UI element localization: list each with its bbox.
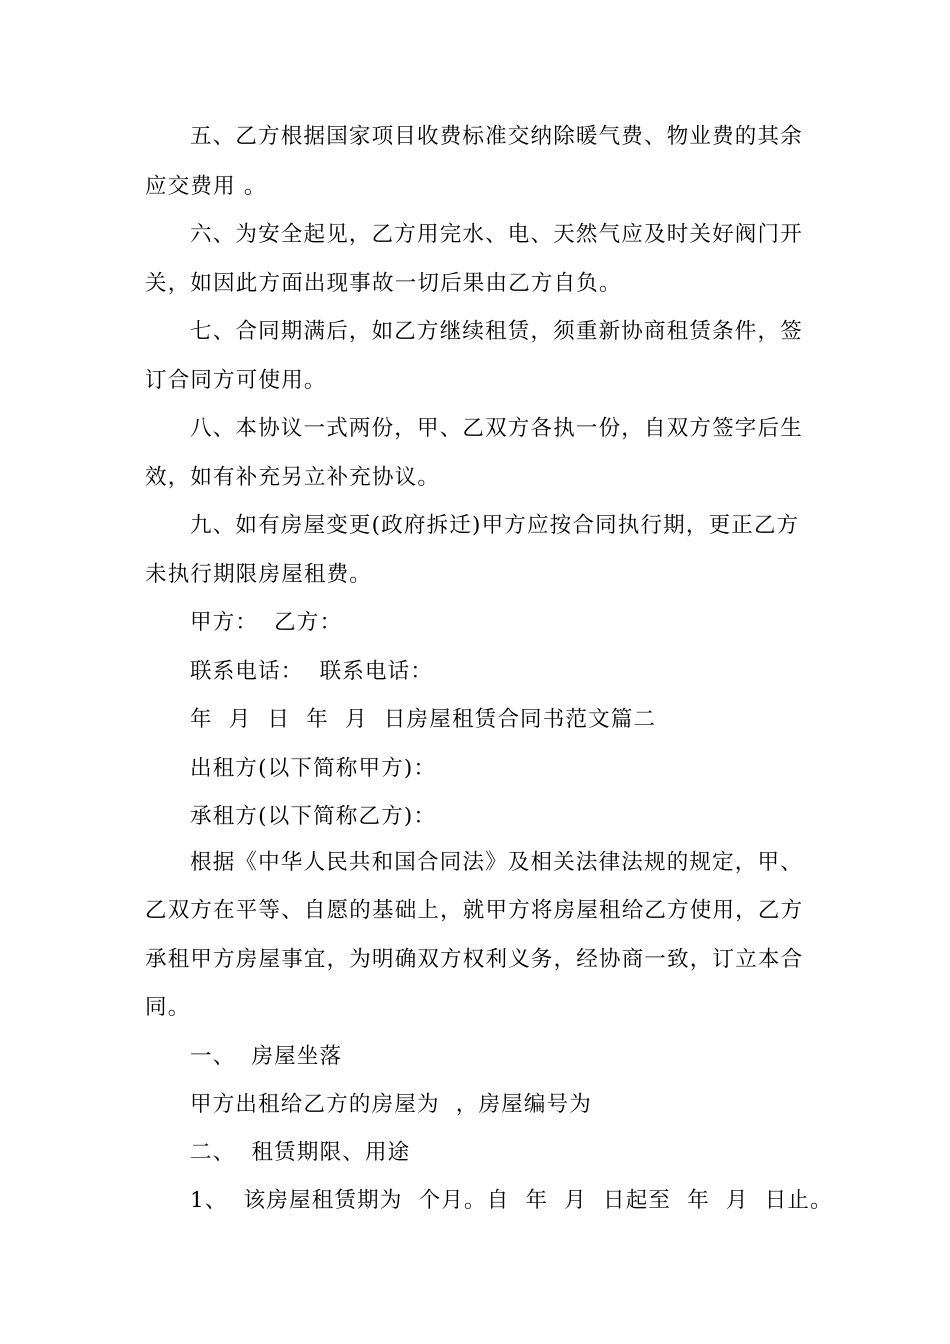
paragraph-line: 未执行期限房屋租费。 — [145, 562, 373, 587]
paragraph-line: 根据《中华人民共和国合同法》及相关法律法规的规定，甲、 — [190, 850, 803, 875]
section-heading: 一、 房屋坐落 — [190, 1044, 343, 1069]
paragraph-line: 订合同方可使用。 — [145, 368, 327, 393]
paragraph-line: 六、为安全起见，乙方用完水、电、天然气应及时关好阀门开 — [190, 222, 803, 247]
paragraph-line: 七、合同期满后，如乙方继续租赁，须重新协商租赁条件，签 — [190, 319, 803, 344]
section-heading: 二、 租赁期限、用途 — [190, 1140, 411, 1165]
paragraph-line: 九、如有房屋变更(政府拆迁)甲方应按合同执行期，更正乙方 — [190, 513, 800, 538]
contact-phone-line: 联系电话： 联系电话： — [190, 659, 434, 684]
paragraph-line: 应交费用 。 — [145, 174, 267, 199]
paragraph-line: 1、 该房屋租赁期为 个月。自 年 月 日起至 年 月 日止。 — [190, 1188, 833, 1213]
paragraph-line: 关，如因此方面出现事故一切后果由乙方自负。 — [145, 271, 622, 296]
paragraph-line: 承租甲方房屋事宜，为明确双方权利义务，经协商一致，订立本合 — [145, 947, 804, 972]
paragraph-line: 五、乙方根据国家项目收费标准交纳除暖气费、物业费的其余 — [190, 124, 803, 149]
paragraph-line: 同。 — [145, 995, 191, 1020]
paragraph-line: 八、本协议一式两份，甲、乙双方各执一份，自双方签字后生 — [190, 416, 803, 441]
lessee-line: 承租方(以下简称乙方)： — [190, 804, 437, 829]
signature-parties-line: 甲方： 乙方： — [190, 610, 343, 635]
paragraph-line: 甲方出租给乙方的房屋为 ，房屋编号为 — [190, 1092, 592, 1117]
paragraph-line: 效，如有补充另立补充协议。 — [145, 465, 441, 490]
paragraph-line: 乙双方在平等、自愿的基础上，就甲方将房屋租给乙方使用，乙方 — [145, 898, 804, 923]
lessor-line: 出租方(以下简称甲方)： — [190, 756, 437, 781]
date-and-section-title-line: 年 月 日 年 月 日房屋租赁合同书范文篇二 — [190, 707, 657, 732]
